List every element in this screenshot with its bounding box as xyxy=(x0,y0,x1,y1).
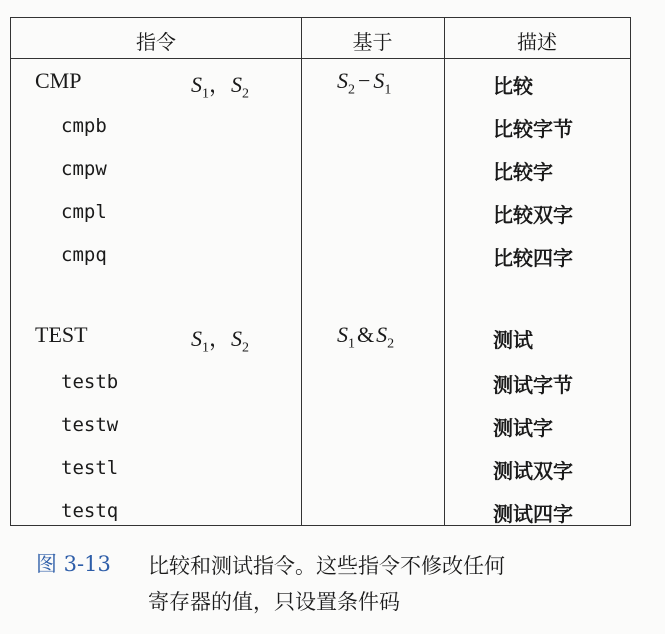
variant-cmpl: cmpl xyxy=(61,201,107,223)
based-on-test: $S_1\&S_2$ xyxy=(337,322,395,352)
group-name-cmp: CMP xyxy=(35,68,82,93)
header-based-on: 基于 xyxy=(352,30,393,54)
figure-caption xyxy=(148,548,628,620)
description-cmp: 比较 xyxy=(493,74,533,98)
description-testl: 测试双字 xyxy=(493,459,573,483)
description-testw: 测试字 xyxy=(493,416,553,440)
variant-cmpb: cmpb xyxy=(61,115,107,137)
description-testb: 测试字节 xyxy=(493,373,573,397)
variant-cmpq: cmpq xyxy=(61,244,107,266)
description-cmpq: 比较四字 xyxy=(493,246,573,270)
description-cmpb: 比较字节 xyxy=(493,117,573,141)
variant-testb: testb xyxy=(61,371,119,393)
description-cmpw: 比较字 xyxy=(493,160,553,184)
caption-line-1: 比较和测试指令。这些指令不修改任何 xyxy=(148,554,505,578)
description-cmpl: 比较双字 xyxy=(493,203,573,227)
column-divider xyxy=(301,18,302,525)
header-rule xyxy=(11,58,630,59)
variant-testq: testq xyxy=(61,500,119,522)
variant-cmpw: cmpw xyxy=(61,158,107,180)
description-testq: 测试四字 xyxy=(493,502,573,526)
operands-test: $S_1$，$S_2$ xyxy=(191,326,250,356)
caption-line-2: 寄存器的值，只设置条件码 xyxy=(148,590,400,614)
variant-testl: testl xyxy=(61,457,119,479)
header-description: 描述 xyxy=(517,30,557,54)
description-test: 测试 xyxy=(493,328,533,352)
column-divider xyxy=(444,18,445,525)
variant-testw: testw xyxy=(61,414,119,436)
instruction-table xyxy=(10,17,631,526)
group-name-test: TEST xyxy=(35,322,88,347)
operands-cmp: $S_1$，$S_2$ xyxy=(191,72,250,102)
figure-number: 图 3-13 xyxy=(36,552,111,576)
header-instruction: 指令 xyxy=(136,30,176,54)
based-on-cmp: $S_2 - S_1$ xyxy=(337,68,392,98)
